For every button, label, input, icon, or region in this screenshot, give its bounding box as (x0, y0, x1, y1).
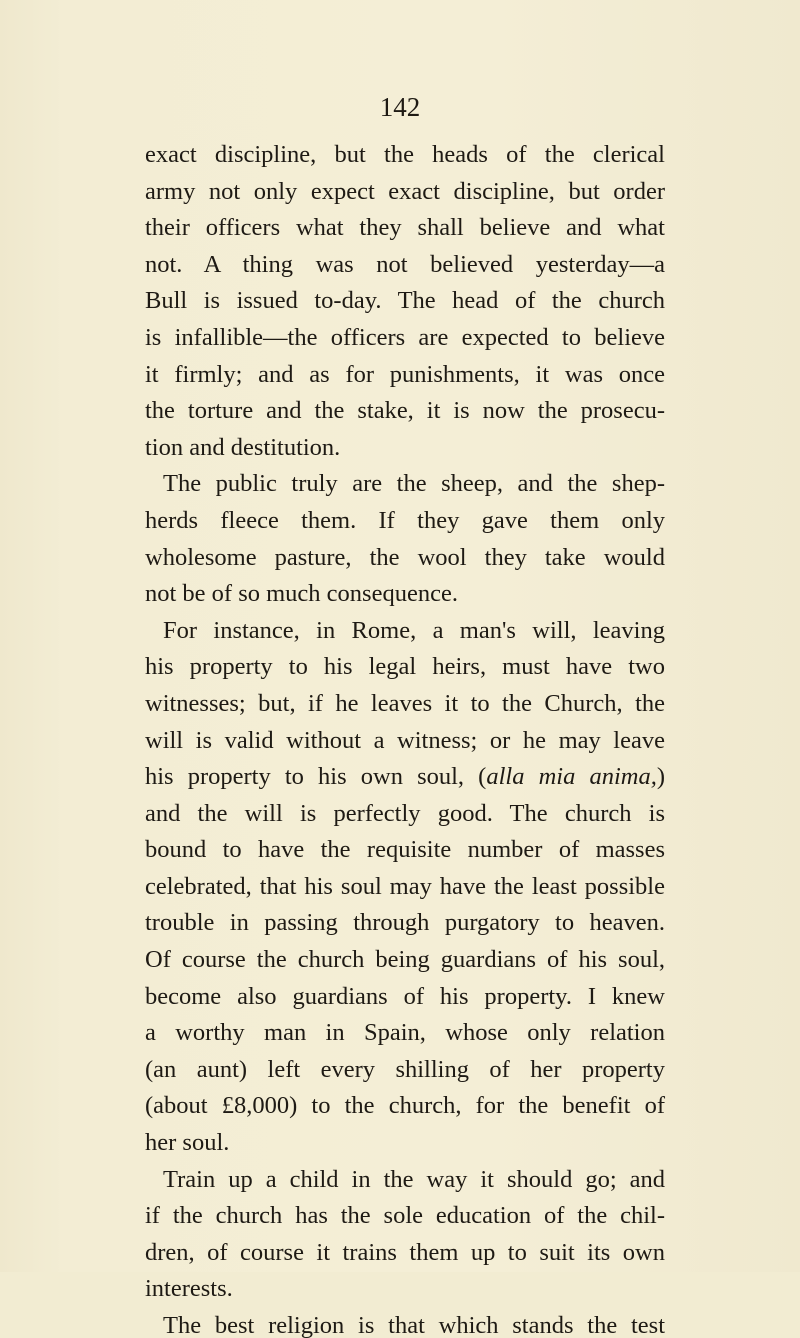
text-line: celebrated, that his soul may have the least possible (145, 872, 665, 900)
text-line: the torture and the stake, it is now the prosecu- (145, 397, 665, 425)
text-line: herds fleece them. If they gave them only (145, 506, 665, 534)
text-line-with-italic (145, 759, 665, 796)
page-number: 142 (379, 92, 421, 122)
text-line: Of course the church being guardians of his soul, (145, 946, 665, 974)
text-line: their officers what they shall believe and what (145, 214, 665, 242)
text-line: Bull is issued to-day. The head of the church (145, 287, 665, 315)
text-line: not be of so much consequence. (145, 580, 458, 608)
text-line: tion and destitution. (145, 433, 341, 461)
text-line: exact discipline, but the heads of the clerical (145, 141, 665, 168)
line-text-before: his property to his own soul, ( (145, 763, 487, 791)
line-text-after: ) (656, 763, 665, 791)
text-line: become also guardians of his property. I knew (145, 982, 665, 1010)
text-line: will is valid without a witness; or he may leave (145, 726, 665, 754)
text-line: bound to have the requisite number of masses (145, 836, 665, 864)
text-line: (an aunt) left every shilling of her property (145, 1055, 665, 1083)
text-line: trouble in passing through purgatory to heaven. (145, 909, 665, 937)
body-text (145, 137, 665, 1338)
text-line: if the church has the sole education of the chil- (145, 1202, 665, 1230)
text-line: not. A thing was not believed yesterday—a (145, 250, 665, 278)
text-line: is infallible—the officers are expected to believe (145, 323, 665, 351)
paragraph-start-line: The public truly are the sheep, and the shep- (163, 470, 665, 498)
text-line: witnesses; but, if he leaves it to the Church, the (145, 689, 665, 717)
text-line: his property to his legal heirs, must have two (145, 653, 665, 681)
text-line: and the will is perfectly good. The church is (145, 799, 665, 827)
text-line: her soul. (145, 1129, 230, 1157)
text-line: a worthy man in Spain, whose only relation (145, 1019, 665, 1047)
paragraph-start-line: For instance, in Rome, a man's will, leaving (163, 616, 665, 644)
text-line: (about £8,000) to the church, for the benefit of (145, 1092, 665, 1120)
text-line: it firmly; and as for punishments, it was once (145, 360, 665, 388)
text-line: interests. (145, 1275, 233, 1303)
italic-phrase: alla mia anima, (486, 763, 657, 791)
paragraph-start-line: The best religion is that which stands the test (163, 1312, 665, 1338)
text-line: wholesome pasture, the wool they take would (145, 543, 665, 571)
text-line: army not only expect exact discipline, but order (145, 177, 665, 205)
paragraph-start-line: Train up a child in the way it should go; and (163, 1165, 665, 1193)
text-line: dren, of course it trains them up to suit its own (145, 1238, 665, 1266)
